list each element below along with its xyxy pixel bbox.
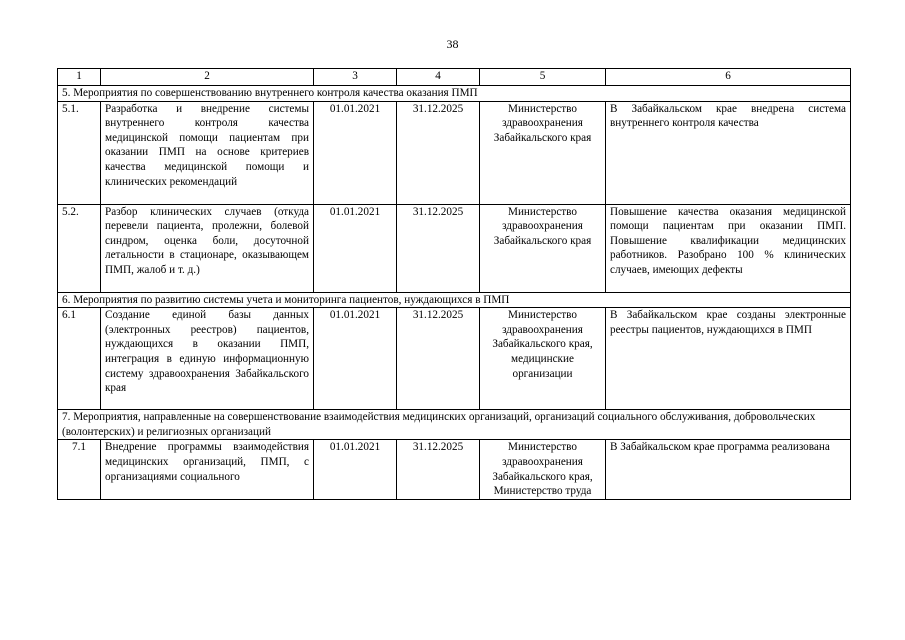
section-title: 6. Мероприятия по развитию системы учета и мониторинга пациентов, нуждающихся в ПМП	[58, 292, 851, 308]
row-responsible: Министерство здравоохранения Забайкальского края, медицинские организации	[480, 308, 606, 410]
section-title: 5. Мероприятия по совершенствованию внутреннего контроля качества оказания ПМП	[58, 86, 851, 102]
header-cell: 6	[606, 69, 851, 86]
header-cell: 5	[480, 69, 606, 86]
row-activity: Разработка и внедрение системы внутреннего контроля качества медицинской помощи пациентам при оказании ПМП на основе критериев качества медицинской помощи и клинических рекомендаций	[101, 101, 314, 204]
row-start-date: 01.01.2021	[314, 308, 397, 410]
row-number: 5.2.	[58, 204, 101, 292]
header-cell: 3	[314, 69, 397, 86]
row-start-date: 01.01.2021	[314, 101, 397, 204]
row-end-date: 31.12.2025	[397, 204, 480, 292]
row-start-date: 01.01.2021	[314, 440, 397, 499]
row-responsible: Министерство здравоохранения Забайкальского края	[480, 101, 606, 204]
row-result: В Забайкальском крае программа реализована	[606, 440, 851, 499]
row-result: В Забайкальском крае созданы электронные реестры пациентов, нуждающихся в ПМП	[606, 308, 851, 410]
table-row	[58, 204, 851, 292]
row-number: 7.1	[58, 440, 101, 499]
table-row	[58, 101, 851, 204]
table-row	[58, 440, 851, 499]
row-number: 6.1	[58, 308, 101, 410]
section-title: 7. Мероприятия, направленные на совершенствование взаимодействия медицинских организаций, организаций социального обслуживания, добровольческих (волонтерских) и религиозных организаций	[58, 410, 851, 440]
row-result: В Забайкальском крае внедрена система внутреннего контроля качества	[606, 101, 851, 204]
row-activity: Разбор клинических случаев (откуда перевели пациента, пролежни, болевой синдром, оценка боли, досуточной летальности в стационаре, оказывающем ПМП, жалоб и т. д.)	[101, 204, 314, 292]
section-row	[58, 410, 851, 440]
page-number: 38	[446, 37, 459, 51]
row-start-date: 01.01.2021	[314, 204, 397, 292]
header-cell: 4	[397, 69, 480, 86]
row-responsible: Министерство здравоохранения Забайкальского края	[480, 204, 606, 292]
table-row	[58, 308, 851, 410]
section-row	[58, 86, 851, 102]
header-row	[58, 69, 851, 86]
row-end-date: 31.12.2025	[397, 440, 480, 499]
row-activity: Внедрение программы взаимодействия медицинских организаций, ПМП, с организациями социального	[101, 440, 314, 499]
action-plan-table	[57, 68, 851, 500]
row-end-date: 31.12.2025	[397, 308, 480, 410]
header-cell: 1	[58, 69, 101, 86]
section-row	[58, 292, 851, 308]
row-activity: Создание единой базы данных (электронных реестров) пациентов, нуждающихся в оказании ПМП, интеграция в единую информационную систему здравоохранения Забайкальского края	[101, 308, 314, 410]
row-responsible: Министерство здравоохранения Забайкальского края, Министерство труда	[480, 440, 606, 499]
row-end-date: 31.12.2025	[397, 101, 480, 204]
header-cell: 2	[101, 69, 314, 86]
row-result: Повышение качества оказания медицинской помощи пациентам при оказании ПМП. Повышение квалификации медицинских работников. Разобрано 100 % клинических случаев, имеющих дефекты	[606, 204, 851, 292]
row-number: 5.1.	[58, 101, 101, 204]
